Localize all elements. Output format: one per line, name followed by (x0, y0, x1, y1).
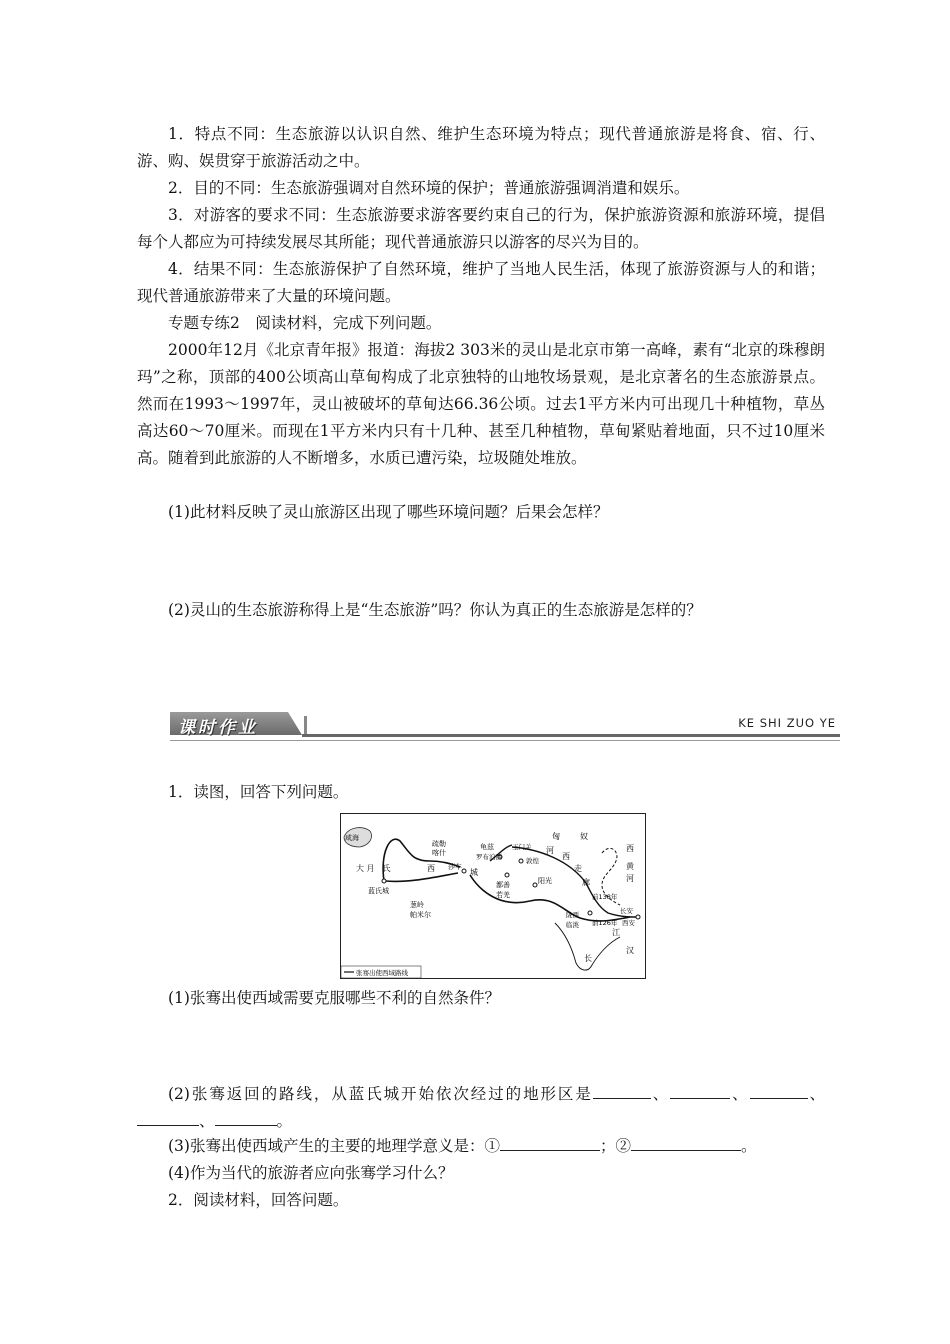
label-hexi-he: 河 (546, 846, 554, 855)
homework-1-question-1: (1)张骞出使西域需要克服哪些不利的自然条件？ (168, 989, 500, 1007)
question-3-text: (3)张骞出使西域产生的主要的地理学意义是：① (168, 1137, 500, 1155)
yangguan-dot (533, 883, 537, 887)
answer-blank-meaning-1[interactable] (500, 1134, 600, 1151)
banner-divider (304, 716, 307, 736)
label-zou: 走 (574, 864, 582, 873)
answer-blank-3[interactable] (750, 1082, 808, 1099)
label-xiongnu-1: 匈 (552, 832, 560, 841)
lanshi-city-dot (382, 879, 386, 883)
label-yuezhi: 大 月 氏 (356, 864, 391, 873)
answer-blank-5[interactable] (215, 1109, 277, 1126)
separator-1: 、 (650, 1085, 671, 1103)
label-chang: 长 (584, 954, 592, 963)
label-lanshi: 蓝氏城 (368, 887, 389, 895)
homework-1-question-2 (137, 1081, 825, 1135)
question-2-text: (2)张骞返回的路线，从蓝氏城开始依次经过的地形区是 (168, 1085, 593, 1103)
label-yangguan: 阳光 (538, 877, 552, 885)
question-3-mid: ；② (599, 1137, 631, 1155)
label-xi-top: 西 (626, 844, 634, 853)
answer-blank-meaning-2[interactable] (631, 1134, 741, 1151)
label-shule: 疏勒 (432, 840, 446, 848)
separator-3: 、 (807, 1085, 825, 1103)
homework-1-heading: 1．读图，回答下列问题。 (168, 783, 349, 801)
label-jiang: 江 (612, 928, 620, 937)
label-qian138: 前138年 (592, 893, 618, 901)
banner-rule (302, 734, 840, 737)
answer-blank-4[interactable] (137, 1109, 199, 1126)
question-1: (1)此材料反映了灵山旅游区出现了哪些环境问题？后果会怎样？ (168, 503, 609, 521)
banner-title: 课时作业 (178, 718, 258, 738)
separator-2: 、 (730, 1085, 750, 1103)
changan-dot (636, 915, 640, 919)
label-lang: 廊 (582, 878, 590, 887)
question-3-end: 。 (740, 1137, 757, 1155)
paragraph-feature-difference: 1．特点不同：生态旅游以认识自然、维护生态环境为特点；现代普通旅游是将食、宿、行、游、购、娱贯穿于旅游活动之中。 (137, 125, 825, 170)
paragraph-tourist-requirement: 3．对游客的要求不同：生态旅游要求游客要约束自己的行为，保护旅游资源和旅游环境，提倡每个人都应为可持续发展尽其所能；现代普通旅游只以游客的尽兴为目的。 (137, 206, 825, 251)
label-congling: 葱岭 (410, 901, 424, 909)
answer-blank-2[interactable] (670, 1082, 730, 1099)
label-xianhai: 咸海 (345, 834, 359, 842)
section-banner (170, 712, 840, 742)
label-dunhuang: 敦煌 (526, 857, 539, 865)
homework-2-heading: 2．阅读材料，回答问题。 (168, 1191, 349, 1209)
exercise-2-heading: 专题专练2 阅读材料，完成下列问题。 (168, 314, 442, 332)
label-shanshan: 鄯善 (496, 881, 510, 889)
banner-english: KE SHI ZUO YE (738, 716, 836, 730)
shanshan-dot (505, 873, 509, 877)
label-xi-mid: 西 (427, 864, 435, 873)
label-huang: 黄 (626, 862, 634, 871)
legend-label: 张骞出使西域路线 (356, 969, 408, 977)
label-cheng: 城 (470, 868, 478, 877)
label-xian: 西安 (622, 919, 635, 927)
homework-1-question-4: (4)作为当代的旅游者应向张骞学习什么？ (168, 1164, 454, 1182)
label-pamier: 帕米尔 (410, 911, 431, 919)
question-2: (2)灵山的生态旅游称得上是“生态旅游”吗？你认为真正的生态旅游是怎样的？ (168, 601, 702, 619)
shache-dot (462, 869, 466, 873)
label-linshao: 临洮 (566, 921, 579, 929)
label-guici: 龟兹 (480, 843, 494, 851)
label-xiongnu-2: 奴 (580, 832, 588, 841)
answer-blank-1[interactable] (593, 1082, 651, 1099)
banner-underline (170, 740, 840, 741)
longxi-dot (588, 911, 592, 915)
question-2-end: 。 (276, 1112, 293, 1130)
lingshan-material: 2000年12月《北京青年报》报道：海拔2 303米的灵山是北京市第一高峰，素有“北京的珠穆朗玛”之称，顶部的400公顷高山草甸构成了北京独特的山地牧场景观，是北京著名的生态旅游景点。然而在1993～1997年，灵山被破坏的草甸达66.36公顷。过去1平方米内可出现几十种植物，草丛高达60～70厘米。而现在1平方米内只有十几种、甚至几种植物，草甸紧贴着地面，只不过10厘米高。随着到此旅游的人不断增多，水质已遭污染，垃圾随处堆放。 (137, 341, 825, 467)
label-longxi: 陇西 (566, 911, 579, 919)
label-han: 汉 (626, 946, 634, 955)
paragraph-purpose-difference: 2．目的不同：生态旅游强调对自然环境的保护；普通旅游强调消遣和娱乐。 (168, 179, 690, 197)
label-kashi: 喀什 (432, 849, 446, 857)
homework-1-question-3 (137, 1133, 825, 1160)
label-loulan: 罗布泊西 (476, 853, 502, 861)
zhang-qian-route-map (340, 813, 646, 979)
label-he: 河 (626, 874, 634, 883)
paragraph-result-difference: 4．结果不同：生态旅游保护了自然环境，维护了当地人民生活，体现了旅游资源与人的和谐；现代普通旅游带来了大量的环境问题。 (137, 260, 825, 305)
label-yumen: 玉门关 (512, 843, 532, 851)
label-ruoqiang: 若羌 (496, 891, 510, 899)
separator-4: 、 (199, 1112, 215, 1130)
label-shache: 莎车 (448, 863, 462, 871)
label-hexi-xi: 西 (562, 852, 570, 861)
label-changan: 长安 (620, 907, 633, 915)
label-qian126: 前126年 (592, 919, 618, 927)
dunhuang-dot (519, 859, 523, 863)
